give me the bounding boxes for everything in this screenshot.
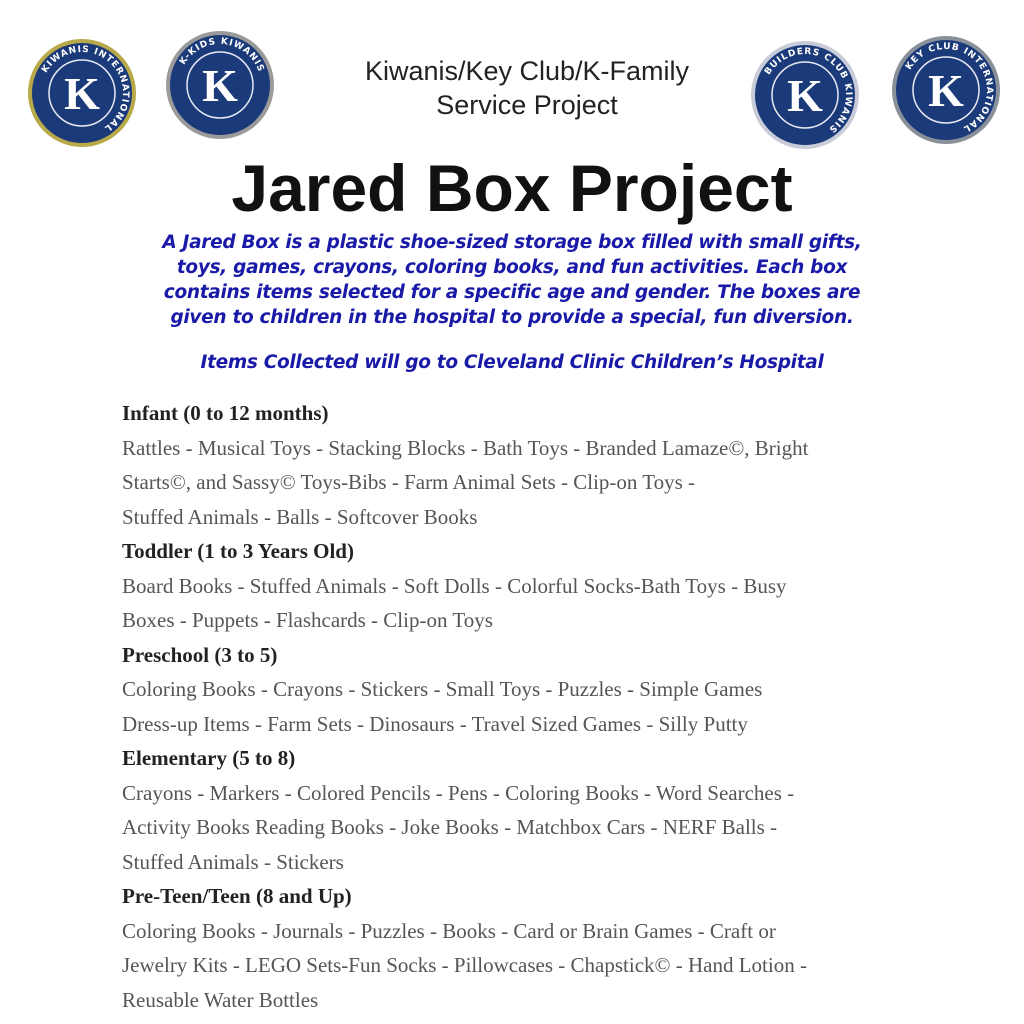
- item-list: [122, 396, 1002, 1017]
- section-items-line: Starts©, and Sassy© Toys-Bibs - Farm Animal Sets - Clip-on Toys -: [122, 470, 696, 494]
- section-heading: Preschool (3 to 5): [122, 642, 278, 667]
- section-heading: Toddler (1 to 3 Years Old): [122, 539, 354, 563]
- svg-text:K-KIDS KIWANIS: K-KIDS KIWANIS: [178, 36, 266, 74]
- section-items-line: Dress-up Items - Farm Sets - Dinosaurs - Travel Sized Games - Silly Putty: [122, 711, 748, 736]
- section-heading: Pre-Teen/Teen (8 and Up): [122, 884, 352, 908]
- key-club-logo: [890, 34, 1002, 146]
- svg-text:K: K: [64, 68, 100, 119]
- svg-text:K: K: [202, 60, 238, 111]
- section-items-line: Jewelry Kits - LEGO Sets-Fun Socks - Pillowcases - Chapstick© - Hand Lotion -: [122, 953, 807, 977]
- section-items-line: Coloring Books - Journals - Puzzles - Books - Card or Brain Games - Craft or: [122, 918, 776, 943]
- description-line: toys, games, crayons, coloring books, and fun activities. Each box: [176, 257, 848, 278]
- section-items-line: Coloring Books - Crayons - Stickers - Small Toys - Puzzles - Simple Games: [122, 677, 763, 701]
- section-items-line: Stuffed Animals - Balls - Softcover Books: [122, 504, 478, 529]
- k-kids-logo: [164, 29, 276, 141]
- header-line-2: Service Project: [436, 90, 618, 120]
- age-section: [122, 534, 1002, 638]
- age-section: [122, 741, 1002, 879]
- section-items-line: Board Books - Stuffed Animals - Soft Dolls - Colorful Socks-Bath Toys - Busy: [122, 573, 787, 598]
- description: [100, 230, 924, 330]
- svg-text:K: K: [928, 65, 964, 116]
- svg-text:K: K: [787, 70, 823, 121]
- section-items-line: Reusable Water Bottles: [122, 987, 319, 1012]
- hospital-note: Items Collected will go to Cleveland Clinic Children’s Hospital: [200, 352, 824, 373]
- svg-text:BUILDERS CLUB KIWANIS: BUILDERS CLUB KIWANIS: [763, 46, 854, 135]
- header-line-1: Kiwanis/Key Club/K-Family: [364, 56, 690, 86]
- section-heading: Elementary (5 to 8): [122, 746, 296, 770]
- header-subtitle: [300, 54, 754, 122]
- description-line: A Jared Box is a plastic shoe-sized storage box filled with small gifts,: [162, 232, 862, 253]
- age-section: [122, 638, 1002, 742]
- section-items-line: Activity Books Reading Books - Joke Books - Matchbox Cars - NERF Balls -: [122, 815, 778, 839]
- svg-text:KEY CLUB INTERNATIONAL: KEY CLUB INTERNATIONAL: [904, 41, 995, 134]
- section-items-line: Rattles - Musical Toys - Stacking Blocks - Bath Toys - Branded Lamaze©, Bright: [122, 435, 809, 460]
- age-section: [122, 396, 1002, 534]
- section-items-line: Stuffed Animals - Stickers: [122, 849, 344, 874]
- svg-text:KIWANIS INTERNATIONAL: KIWANIS INTERNATIONAL: [40, 44, 131, 134]
- section-heading: Infant (0 to 12 months): [122, 401, 329, 425]
- page-title: Jared Box Project: [231, 151, 793, 225]
- section-items-line: Boxes - Puppets - Flashcards - Clip-on Toys: [122, 608, 493, 632]
- kiwanis-international-logo: [26, 37, 138, 149]
- builders-club-logo: [749, 39, 861, 151]
- age-section: [122, 879, 1002, 1017]
- description-line: contains items selected for a specific age and gender. The boxes are: [163, 282, 861, 303]
- section-items-line: Crayons - Markers - Colored Pencils - Pens - Coloring Books - Word Searches -: [122, 780, 795, 805]
- description-line: given to children in the hospital to provide a special, fun diversion.: [170, 307, 854, 328]
